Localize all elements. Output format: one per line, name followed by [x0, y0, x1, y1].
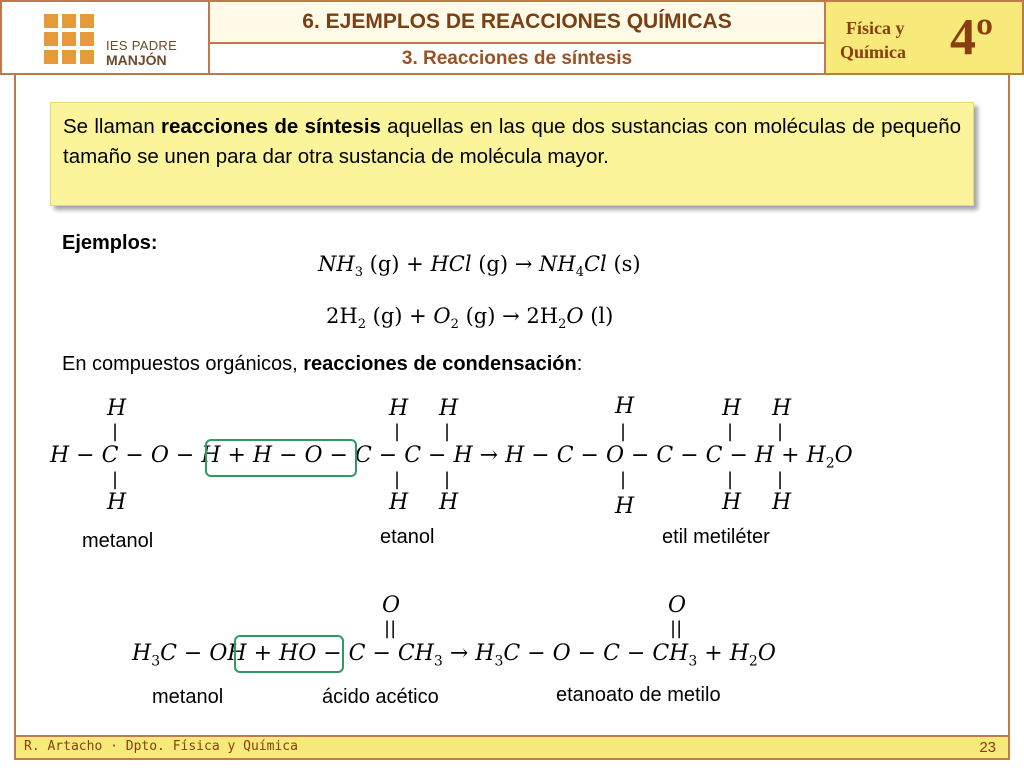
condensation-heading: En compuestos orgánicos, reacciones de condensación:: [62, 353, 583, 375]
bond-top-2: |: [394, 421, 401, 442]
atom-h-bottom-1: H: [107, 490, 127, 515]
grade-label: 4º: [950, 9, 994, 66]
definition-text-1: Se llaman: [63, 115, 161, 138]
atom-o-top-2: O: [668, 593, 687, 618]
label-etil-metileter: etil metiléter: [662, 526, 770, 548]
logo-grid-icon: [44, 14, 96, 66]
atom-o-top-1: O: [382, 593, 401, 618]
equation-2: $2H_2$ $(g) + O_2$ $(g) \to 2H_2O$ (l): [326, 304, 614, 333]
equation-1: $NH_3$ (g) + HCl $(g) \to NH_4Cl$ (s): [318, 252, 641, 281]
page-number: 23: [979, 739, 996, 756]
atom-h-bottom-6: H: [772, 490, 792, 515]
bond-bottom-4: |: [620, 469, 627, 490]
slide-subtitle: 3. Reacciones de síntesis: [210, 44, 826, 75]
bond-top-4: |: [620, 421, 627, 442]
examples-label: Ejemplos:: [62, 232, 158, 254]
reaction-2-main-chain: $H_3C$ − OH + HO − $C - CH_3 \to H_3C - O - C - CH_3 + H_2O$: [132, 641, 776, 670]
atom-h-top-5: H: [722, 396, 742, 421]
bond-bottom-2: |: [394, 469, 401, 490]
bond-top-6: |: [777, 421, 784, 442]
subject-line2: Química: [840, 42, 906, 62]
atom-h-bottom-5: H: [722, 490, 742, 515]
logo-text-line2: MANJÓN: [106, 52, 167, 68]
label-etanol: etanol: [380, 526, 435, 548]
label-etanoato-de-metilo: etanoato de metilo: [556, 684, 721, 706]
subject-badge: [826, 0, 1024, 75]
label-acido-acetico: ácido acético: [322, 686, 439, 708]
logo-text-line1: IES PADRE: [106, 38, 178, 53]
slide-header: [0, 0, 1024, 75]
definition-box: [50, 102, 974, 206]
definition-term: reacciones de síntesis: [161, 115, 381, 138]
atom-h-top-1: H: [107, 396, 127, 421]
reaction-1-main-chain: $H - C - O - H + H - O - C - C - H \to H - C - O - C - C - H + H_2O$: [50, 443, 853, 472]
definition-text-2: aquellas en las que dos sustancias con moléculas de pequeño tamaño se unen para dar otra sustancia de molécula mayor.: [63, 115, 961, 168]
atom-h-top-2: H: [389, 396, 409, 421]
atom-h-top-4: H: [615, 394, 635, 419]
double-bond-2: ||: [670, 618, 683, 639]
label-metanol-2: metanol: [152, 686, 224, 708]
atom-h-top-6: H: [772, 396, 792, 421]
subject-line1: Física y: [846, 18, 905, 38]
bond-bottom-1: |: [112, 469, 119, 490]
atom-h-bottom-4: H: [615, 494, 635, 519]
footer-author: R. Artacho · Dpto. Física y Química: [24, 739, 298, 754]
bond-bottom-6: |: [777, 469, 784, 490]
atom-h-top-3: H: [439, 396, 459, 421]
atom-h-bottom-3: H: [439, 490, 459, 515]
bond-top-1: |: [112, 421, 119, 442]
bond-top-5: |: [727, 421, 734, 442]
bond-bottom-5: |: [727, 469, 734, 490]
highlight-water-parts-1: [205, 439, 357, 477]
bond-bottom-3: |: [444, 469, 451, 490]
double-bond-1: ||: [384, 618, 397, 639]
label-metanol-1: metanol: [82, 530, 154, 552]
slide-title: 6. EJEMPLOS DE REACCIONES QUÍMICAS: [210, 0, 826, 44]
school-logo: [0, 0, 210, 75]
bond-top-3: |: [444, 421, 451, 442]
atom-h-bottom-2: H: [389, 490, 409, 515]
highlight-water-parts-2: [234, 635, 344, 673]
slide-footer: [14, 735, 1010, 760]
